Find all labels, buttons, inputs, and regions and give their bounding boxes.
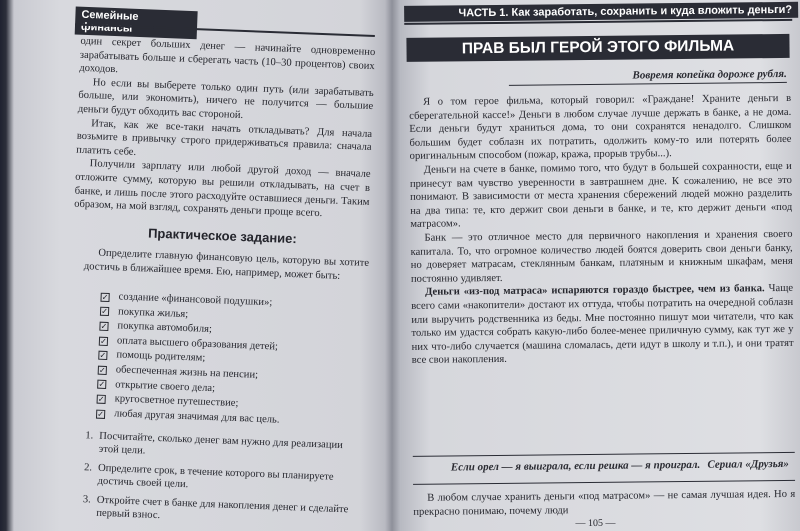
paragraph-4-rest: Чаще всего сами «накопители» достают их оттуда, чтобы потратить на очередной соблазн или выручить родственника из беды. Мне постоянно пишут мои читатели, что как только им удастся собрать какую-либо более-менее приличную сумму, как тут же у них что-либо случается (машина сломалась, дети идут в школу и т.п.), и они тратят все свои накопления. bbox=[411, 283, 794, 367]
checkbox-icon: ✓ bbox=[99, 350, 107, 361]
quote-text: Если орел — я выиграла, если решка — я проиграл. bbox=[450, 458, 701, 474]
epigraph: Вовремя копейка дороже рубля. bbox=[509, 68, 787, 86]
step-text: Определите срок, в течение которого вы планируете достичь своей цели. bbox=[97, 462, 334, 491]
goal-checklist bbox=[96, 290, 366, 431]
checkbox-icon: ✓ bbox=[101, 292, 109, 302]
checklist-item-label: покупка автомобиля; bbox=[117, 320, 213, 336]
step-item bbox=[82, 493, 363, 531]
checkbox-icon: ✓ bbox=[100, 321, 108, 331]
step-number: 3. bbox=[82, 493, 92, 506]
right-paragraph-1: Я о том герое фильма, который говорил: «Граждане! Храните деньги в сберегательной кассе!» Деньги в любом случае лучше держать в банке, а не дома. Если деньги будут храниться дома, то они сохранятся ненадолго. Слишком большим будет соблазн их потратить, одолжить кому-то или потерять более оригинальным способом (пожар, кража, прорыв трубы...). bbox=[409, 92, 792, 163]
left-paragraph-1: один секрет больших денег — начинайте одновременно зарабатывать больше и сберегать часть (10–30 процентов) своих доходов. bbox=[79, 35, 376, 76]
checkbox-icon: ✓ bbox=[97, 409, 105, 419]
checklist-item-label: любая другая значимая для вас цель. bbox=[113, 408, 280, 426]
checkbox-icon: ✓ bbox=[98, 380, 106, 390]
checkbox-icon: ✓ bbox=[98, 365, 106, 375]
right-paragraph-2: Деньги на счете в банке, помимо того, что будут в большей сохранности, еще и принесут вам чувство уверенности в завтрашнем дне. К сожалению, не все это понимают. В зависимости от места хранения сбережений людей можно разделить на два типа: те, кто держит свои деньги в банке, и те, кто держит деньги «под матрасом». bbox=[409, 160, 793, 231]
step-text: Посчитайте, сколько денег вам нужно для реализации этой цели. bbox=[98, 430, 344, 457]
checklist-item-label: помощь родителям; bbox=[116, 349, 206, 365]
step-text: Откройте счет в банке для накопления денег и сделайте первый взнос. bbox=[96, 494, 349, 522]
left-body-text bbox=[74, 35, 376, 223]
checklist-item-label: обеспеченная жизнь на пенсии; bbox=[115, 364, 259, 381]
checklist-item-label: создание «финансовой подушки»; bbox=[118, 291, 273, 309]
checkbox-icon: ✓ bbox=[101, 307, 109, 317]
checklist-item-label: кругосветное путешествие; bbox=[114, 393, 239, 410]
task-intro-block bbox=[84, 246, 370, 284]
checklist-item-label: открытие своего дела; bbox=[115, 378, 216, 394]
right-paragraph-3: Банк — это отличное место для первичного накопления и хранения своего капитала. То, что огромное количество людей боятся доверить свои деньги банку, но доверяет матрасам, стеклянным банкам, платяным и книжным шкафам, меня постоянно удивляет. bbox=[410, 228, 793, 285]
bold-lead: Деньги «из-под матраса» испаряются гораздо быстрее, чем из банка. bbox=[425, 283, 765, 299]
checkbox-icon: ✓ bbox=[99, 336, 107, 346]
task-steps bbox=[82, 429, 365, 531]
right-bottom-text bbox=[413, 488, 795, 519]
left-paragraph-4: Получили зарплату или любой другой доход — вначале отложите сумму, которую вы решили откладывать, на счет в банке, и лишь после этого расходуйте оставшиеся деньги. Таким образом, на мой взгляд, сохранять деньги проще всего. bbox=[73, 158, 371, 220]
quote-source: Сериал «Друзья» bbox=[707, 457, 789, 471]
checklist-item-label: покупка жилья; bbox=[117, 305, 189, 320]
right-running-head: ЧАСТЬ 1. Как заработать, сохранить и куда вложить деньги? bbox=[404, 2, 798, 22]
right-page bbox=[398, 0, 799, 531]
task-title: Практическое задание: bbox=[147, 225, 298, 247]
step-item bbox=[83, 461, 364, 499]
left-running-head: Семейные финансы bbox=[75, 7, 198, 40]
page-number: — 105 — bbox=[575, 517, 616, 530]
step-number: 2. bbox=[83, 462, 93, 474]
right-body-text bbox=[409, 92, 794, 368]
right-paragraph-5: В любом случае хранить деньги «под матрасом» — не самая лучшая идея. Но я прекрасно понимаю, почему люди bbox=[413, 488, 796, 518]
step-number: 1. bbox=[85, 430, 94, 442]
left-paragraph-3: Итак, как же все-таки начать откладывать? Для начала возьмите в привычку строго придерживаться правила: сначала платить себе. bbox=[76, 117, 373, 158]
right-paragraph-4 bbox=[411, 282, 794, 368]
step-item bbox=[85, 429, 366, 467]
checklist-item-label: оплата высшего образования детей; bbox=[116, 335, 279, 353]
quote-block bbox=[413, 452, 795, 485]
left-paragraph-2: Но если вы выберете только один путь (или зарабатывать больше, или экономить), ничего не получится — большие деньги будут обходить вас стороной. bbox=[77, 77, 374, 122]
chapter-title: ПРАВ БЫЛ ГЕРОЙ ЭТОГО ФИЛЬМА bbox=[406, 34, 789, 62]
task-intro: Определите главную финансовую цель, которую вы хотите достичь в ближайшее время. Ею, например, может быть: bbox=[83, 247, 370, 282]
left-page bbox=[42, 0, 380, 531]
checkbox-icon: ✓ bbox=[97, 394, 105, 404]
